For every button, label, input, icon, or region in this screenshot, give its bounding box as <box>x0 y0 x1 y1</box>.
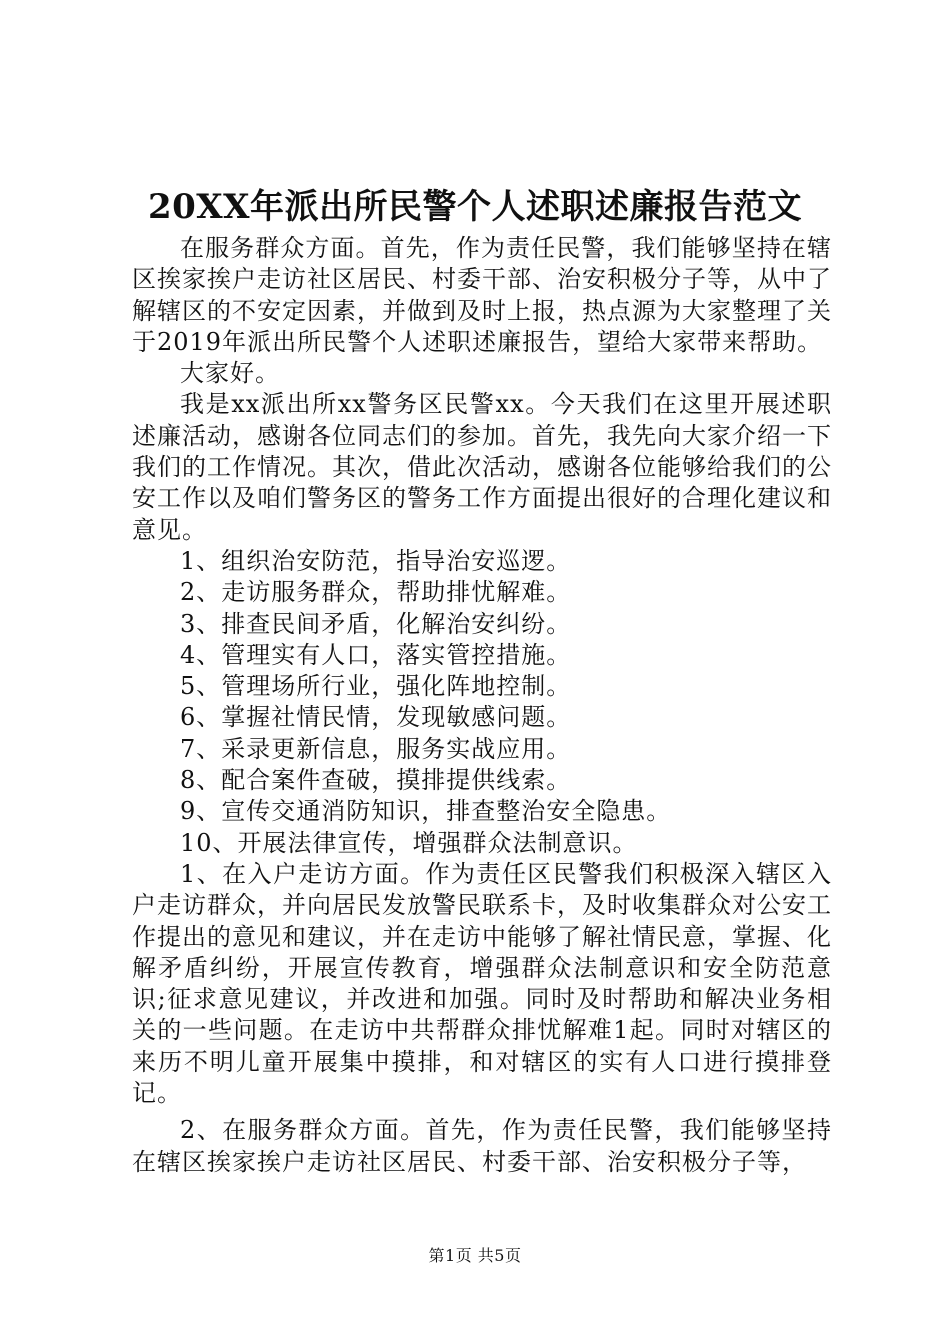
page-number-footer: 第1页 共5页 <box>428 1246 522 1265</box>
duty-list-item: 1、组织治安防范，指导治安巡逻。 <box>180 546 572 575</box>
paragraph-greeting: 大家好。 <box>180 359 280 388</box>
duty-list-item: 3、排查民间矛盾，化解治安纠纷。 <box>180 609 572 638</box>
paragraph-household-visits: 1、在入户走访方面。作为责任区民警我们积极深入辖区入户走访群众，并向居民发放警民联系卡，及时收集群众对公安工作提出的意见和建议，并在走访中能够了解社情民意，掌握、化解矛盾纠纷，开展宣传教育，增强群众法制意识和安全防范意识;征求意见建议，并改进和加强。同时及时帮助和解决业务相关的一些问题。在走访中共帮群众排忧解难1起。同时对辖区的来历不明儿童开展集中摸排，和对辖区的实有人口进行摸排登记。 <box>132 859 832 1108</box>
duty-list-item: 8、配合案件查破，摸排提供线索。 <box>180 766 572 795</box>
duty-list-item: 7、采录更新信息，服务实战应用。 <box>180 734 572 763</box>
paragraph-self-introduction: 我是xx派出所xx警务区民警xx。今天我们在这里开展述职述廉活动，感谢各位同志们的参加。首先，我先向大家介绍一下我们的工作情况。其次，借此次活动，感谢各位能够给我们的公安工作以及咱们警务区的警务工作方面提出很好的合理化建议和意见。 <box>132 390 832 544</box>
paragraph-intro: 在服务群众方面。首先，作为责任民警，我们能够坚持在辖区挨家挨户走访社区居民、村委干部、治安积极分子等，从中了解辖区的不安定因素，并做到及时上报，热点源为大家整理了关于2019年派出所民警个人述职述廉报告，望给大家带来帮助。 <box>132 234 832 356</box>
duty-list-item: 6、掌握社情民情，发现敏感问题。 <box>180 703 572 732</box>
document-body <box>132 233 832 1178</box>
duty-list-item: 4、管理实有人口，落实管控措施。 <box>180 640 572 669</box>
document-title: 20XX年派出所民警个人述职述廉报告范文 <box>147 187 803 227</box>
paragraph-serving-public: 2、在服务群众方面。首先，作为责任民警，我们能够坚持在辖区挨家挨户走访社区居民、村委干部、治安积极分子等， <box>132 1116 832 1176</box>
duty-list-item: 2、走访服务群众，帮助排忧解难。 <box>180 578 572 607</box>
duty-list-item: 5、管理场所行业，强化阵地控制。 <box>180 672 572 701</box>
duty-list-item: 9、宣传交通消防知识，排查整治安全隐患。 <box>180 797 672 826</box>
duty-list-item: 10、开展法律宣传，增强群众法制意识。 <box>180 828 638 857</box>
